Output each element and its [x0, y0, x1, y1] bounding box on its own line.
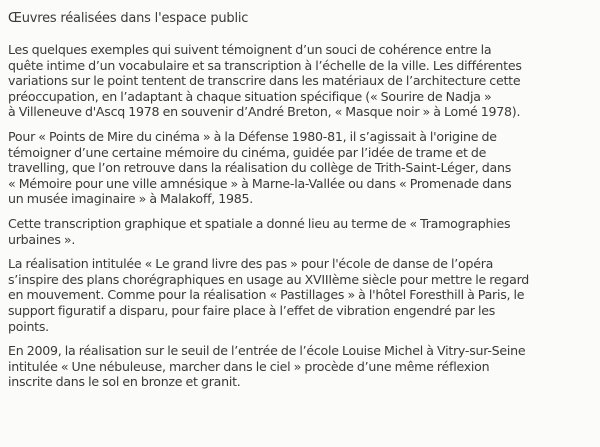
text-line: Cette transcription graphique et spatiale a donné lieu au terme de « Tramographies [8, 215, 511, 231]
text-line: quête intime d’un vocabulaire et sa transcription à l’échelle de la ville. Les différentes [8, 57, 522, 73]
text-line: La réalisation intitulée « Le grand livre des pas » pour l'école de danse de l’opéra [8, 256, 494, 272]
text-line: préoccupation, en l’adaptant à chaque situation spécifique (« Sourire de Nadja » [8, 88, 492, 104]
text-line: en mouvement. Comme pour la réalisation « Pastillages » à l'hôtel Foresthill à Paris, le [8, 287, 525, 303]
text-line: urbaines ». [8, 231, 76, 247]
paragraph-grand-livre-des-pas [8, 256, 592, 334]
text-line: à Villeneuve d'Ascq 1978 en souvenir d’André Breton, « Masque noir » à Lomé 1978). [8, 104, 521, 120]
text-line: intitulée « Une nébuleuse, marcher dans le ciel » procède d’une même réflexion [8, 358, 490, 374]
text-line: Pour « Points de Mire du cinéma » à la Défense 1980-81, il s’agissait à l'origine de [8, 128, 497, 144]
page-title: Œuvres réalisées dans l'espace public [8, 11, 249, 26]
text-line: s’inspire des plans chorégraphiques en usage au XVIIIème siècle pour mettre le regard [8, 271, 530, 287]
text-line: « Mémoire pour une ville amnésique » à Marne-la-Vallée ou dans « Promenade dans [8, 175, 512, 191]
text-line: En 2009, la réalisation sur le seuil de l’entrée de l’école Louise Michel à Vitry-sur-Seine [8, 343, 526, 359]
paragraph-points-de-mire [8, 129, 592, 207]
text-line: travelling, que l’on retrouve dans la réalisation du collège de Trith-Saint-Léger, dans [8, 160, 512, 176]
paragraph-nebuleuse [8, 343, 592, 390]
paragraph-intro [8, 42, 592, 120]
text-line: témoigner d’une certaine mémoire du cinéma, guidée par l’idée de trame et de [8, 144, 487, 160]
text-line: un musée imaginaire » à Malakoff, 1985. [8, 191, 254, 207]
text-line: support figuratif a disparu, pour faire place à l’effet de vibration engendré par les [8, 302, 496, 318]
text-line: points. [8, 318, 49, 334]
paragraph-tramographies [8, 216, 592, 247]
text-line: inscrite dans le sol en bronze et granit. [8, 374, 241, 390]
text-line: Les quelques exemples qui suivent témoignent d’un souci de cohérence entre la [8, 42, 492, 57]
text-line: variations sur le point tentent de transcrire dans les matériaux de l’architecture cette [8, 73, 521, 89]
